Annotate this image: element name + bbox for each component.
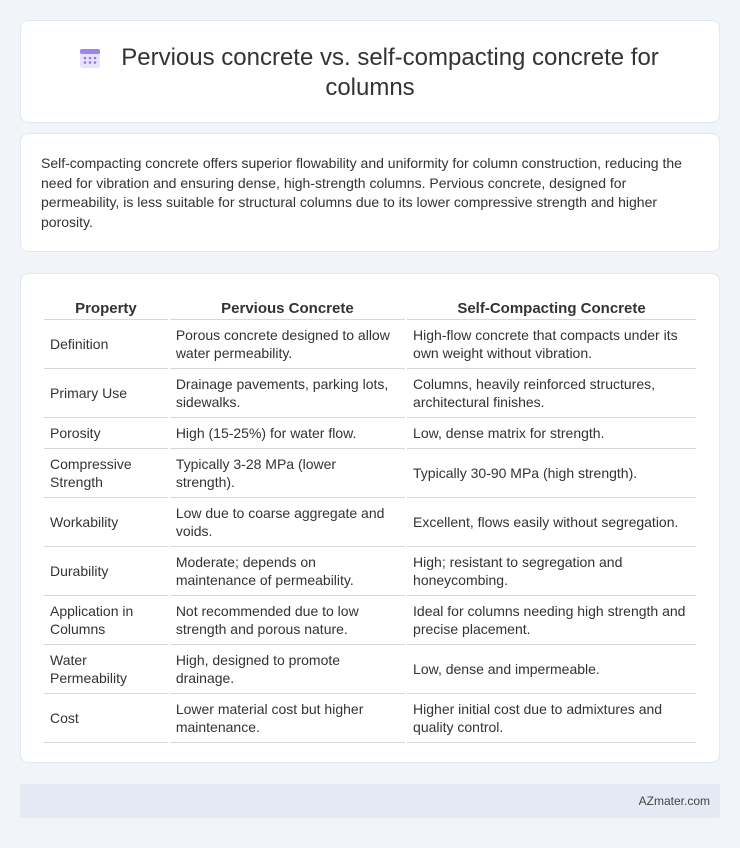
table-row — [44, 694, 696, 743]
page-title-line-1: Pervious concrete vs. self-compacting concrete for — [121, 44, 659, 71]
column-header: Property — [44, 294, 168, 320]
table-cell: Porous concrete designed to allow water permeability. — [170, 320, 405, 369]
table-cell: High; resistant to segregation and honeycombing. — [407, 547, 696, 596]
table-row — [44, 418, 696, 449]
comparison-table-card — [20, 273, 720, 763]
page-title — [21, 43, 719, 103]
table-cell: Low, dense matrix for strength. — [407, 418, 696, 449]
table-row — [44, 645, 696, 694]
table-cell: Low due to coarse aggregate and voids. — [170, 498, 405, 547]
page-title-line-2: columns — [325, 74, 415, 101]
table-cell: Moderate; depends on maintenance of permeability. — [170, 547, 405, 596]
summary-text: Self-compacting concrete offers superior flowability and uniformity for column construction, reducing the need for vibration and ensuring dense, high-strength columns. Pervious concrete, designed for permeability, is less suitable for structural columns due to its lower compressive strength and higher porosity. — [41, 155, 682, 230]
table-header-row — [44, 294, 696, 320]
table-cell: Columns, heavily reinforced structures, architectural finishes. — [407, 369, 696, 418]
table-cell: Compressive Strength — [44, 449, 168, 498]
title-card — [20, 20, 720, 123]
table-cell: Typically 30-90 MPa (high strength). — [407, 449, 696, 498]
table-cell: Cost — [44, 694, 168, 743]
table-cell: Application in Columns — [44, 596, 168, 645]
table-cell: Water Permeability — [44, 645, 168, 694]
table-cell: Ideal for columns needing high strength and precise placement. — [407, 596, 696, 645]
table-cell: Drainage pavements, parking lots, sidewalks. — [170, 369, 405, 418]
column-header: Self-Compacting Concrete — [407, 294, 696, 320]
table-cell: Definition — [44, 320, 168, 369]
table-row — [44, 596, 696, 645]
table-cell: Higher initial cost due to admixtures and quality control. — [407, 694, 696, 743]
comparison-table — [42, 294, 698, 743]
summary-card — [20, 133, 720, 252]
table-cell: High, designed to promote drainage. — [170, 645, 405, 694]
table-cell: Workability — [44, 498, 168, 547]
table-row — [44, 547, 696, 596]
table-cell: Lower material cost but higher maintenance. — [170, 694, 405, 743]
table-row — [44, 449, 696, 498]
table-cell: Durability — [44, 547, 168, 596]
table-row — [44, 369, 696, 418]
table-cell: High-flow concrete that compacts under its own weight without vibration. — [407, 320, 696, 369]
table-cell: Typically 3-28 MPa (lower strength). — [170, 449, 405, 498]
table-cell: Excellent, flows easily without segregation. — [407, 498, 696, 547]
table-cell: Low, dense and impermeable. — [407, 645, 696, 694]
table-cell: Porosity — [44, 418, 168, 449]
table-cell: High (15-25%) for water flow. — [170, 418, 405, 449]
table-row — [44, 498, 696, 547]
table-cell: Not recommended due to low strength and porous nature. — [170, 596, 405, 645]
footer-brand-link[interactable]: AZmater.com — [638, 794, 710, 808]
column-header: Pervious Concrete — [170, 294, 405, 320]
table-row — [44, 320, 696, 369]
table-cell: Primary Use — [44, 369, 168, 418]
footer-bar — [20, 784, 720, 818]
